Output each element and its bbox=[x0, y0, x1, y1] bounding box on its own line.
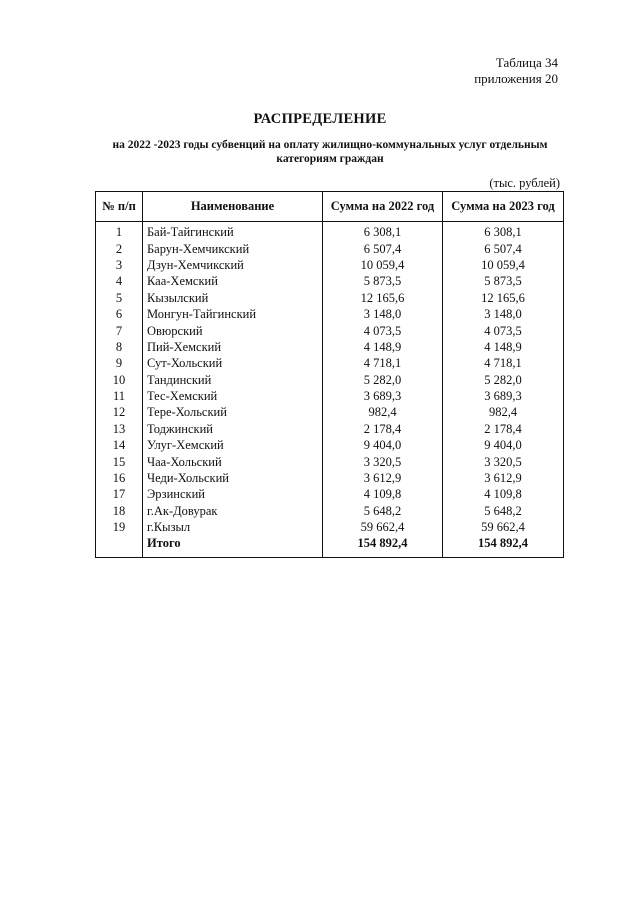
document-title: РАСПРЕДЕЛЕНИЕ bbox=[253, 111, 387, 127]
row-sum-2022: 4 073,5 bbox=[323, 322, 443, 338]
row-sum-2022: 9 404,0 bbox=[323, 437, 443, 453]
document-subtitle bbox=[95, 138, 565, 166]
row-number: 15 bbox=[96, 453, 143, 469]
row-name: Монгун-Тайгинский bbox=[143, 306, 323, 322]
header-number: № п/п bbox=[96, 192, 143, 222]
annex-reference bbox=[474, 55, 558, 87]
row-name: Эрзинский bbox=[143, 486, 323, 502]
row-sum-2022: 4 109,8 bbox=[323, 486, 443, 502]
table-body bbox=[96, 222, 564, 536]
total-sum-2022: 154 892,4 bbox=[323, 535, 443, 558]
row-sum-2022: 3 320,5 bbox=[323, 453, 443, 469]
row-sum-2022: 3 689,3 bbox=[323, 388, 443, 404]
table-row bbox=[96, 222, 564, 241]
row-name: Пий-Хемский bbox=[143, 339, 323, 355]
table-row bbox=[96, 306, 564, 322]
row-sum-2023: 4 073,5 bbox=[443, 322, 564, 338]
row-sum-2023: 59 662,4 bbox=[443, 519, 564, 535]
annex-appendix-number: приложения 20 bbox=[474, 71, 558, 86]
row-number: 17 bbox=[96, 486, 143, 502]
annex-table-number: Таблица 34 bbox=[495, 55, 558, 70]
table-row bbox=[96, 453, 564, 469]
row-sum-2022: 5 648,2 bbox=[323, 503, 443, 519]
row-number: 8 bbox=[96, 339, 143, 355]
row-sum-2023: 3 148,0 bbox=[443, 306, 564, 322]
table-row bbox=[96, 503, 564, 519]
row-number: 6 bbox=[96, 306, 143, 322]
row-sum-2023: 982,4 bbox=[443, 404, 564, 420]
row-sum-2022: 5 873,5 bbox=[323, 273, 443, 289]
row-number: 7 bbox=[96, 322, 143, 338]
row-sum-2022: 3 148,0 bbox=[323, 306, 443, 322]
table-row bbox=[96, 437, 564, 453]
table-row bbox=[96, 388, 564, 404]
row-number: 10 bbox=[96, 372, 143, 388]
table-row bbox=[96, 322, 564, 338]
row-name: Тандинский bbox=[143, 372, 323, 388]
row-name: Сут-Хольский bbox=[143, 355, 323, 371]
row-name: Дзун-Хемчикский bbox=[143, 257, 323, 273]
row-name: Кызылский bbox=[143, 290, 323, 306]
row-sum-2023: 4 718,1 bbox=[443, 355, 564, 371]
row-sum-2023: 5 873,5 bbox=[443, 273, 564, 289]
subtitle-line-2: категориям граждан bbox=[276, 153, 384, 165]
row-sum-2023: 3 612,9 bbox=[443, 470, 564, 486]
header-name: Наименование bbox=[143, 192, 323, 222]
row-sum-2022: 10 059,4 bbox=[323, 257, 443, 273]
distribution-table bbox=[95, 191, 564, 558]
row-number: 18 bbox=[96, 503, 143, 519]
row-sum-2022: 2 178,4 bbox=[323, 421, 443, 437]
row-sum-2023: 4 109,8 bbox=[443, 486, 564, 502]
row-sum-2022: 5 282,0 bbox=[323, 372, 443, 388]
row-sum-2023: 10 059,4 bbox=[443, 257, 564, 273]
row-sum-2022: 12 165,6 bbox=[323, 290, 443, 306]
row-name: Чаа-Хольский bbox=[143, 453, 323, 469]
subtitle-line-1: на 2022 -2023 годы субвенций на оплату жилищно-коммунальных услуг отдельным bbox=[112, 139, 548, 151]
table-row bbox=[96, 273, 564, 289]
header-sum-2022: Сумма на 2022 год bbox=[323, 192, 443, 222]
row-sum-2023: 12 165,6 bbox=[443, 290, 564, 306]
row-name: Каа-Хемский bbox=[143, 273, 323, 289]
row-number: 14 bbox=[96, 437, 143, 453]
table-row bbox=[96, 404, 564, 420]
table-row bbox=[96, 355, 564, 371]
table-header-row bbox=[96, 192, 564, 222]
row-name: Тере-Хольский bbox=[143, 404, 323, 420]
row-sum-2022: 982,4 bbox=[323, 404, 443, 420]
row-name: Улуг-Хемский bbox=[143, 437, 323, 453]
table-row bbox=[96, 339, 564, 355]
row-name: Барун-Хемчикский bbox=[143, 240, 323, 256]
row-number: 12 bbox=[96, 404, 143, 420]
units-note: (тыс. рублей) bbox=[489, 176, 560, 190]
row-sum-2022: 6 507,4 bbox=[323, 240, 443, 256]
table-row bbox=[96, 421, 564, 437]
row-sum-2023: 9 404,0 bbox=[443, 437, 564, 453]
total-number-cell bbox=[96, 535, 143, 558]
row-sum-2023: 3 689,3 bbox=[443, 388, 564, 404]
row-number: 2 bbox=[96, 240, 143, 256]
header-sum-2023: Сумма на 2023 год bbox=[443, 192, 564, 222]
row-name: Тоджинский bbox=[143, 421, 323, 437]
row-number: 1 bbox=[96, 222, 143, 241]
row-sum-2023: 6 507,4 bbox=[443, 240, 564, 256]
row-number: 13 bbox=[96, 421, 143, 437]
table-row bbox=[96, 240, 564, 256]
row-number: 9 bbox=[96, 355, 143, 371]
row-number: 19 bbox=[96, 519, 143, 535]
row-sum-2023: 5 282,0 bbox=[443, 372, 564, 388]
row-number: 16 bbox=[96, 470, 143, 486]
row-sum-2023: 3 320,5 bbox=[443, 453, 564, 469]
row-number: 4 bbox=[96, 273, 143, 289]
row-name: Овюрский bbox=[143, 322, 323, 338]
row-sum-2022: 4 148,9 bbox=[323, 339, 443, 355]
row-sum-2023: 5 648,2 bbox=[443, 503, 564, 519]
table-row bbox=[96, 257, 564, 273]
row-number: 5 bbox=[96, 290, 143, 306]
row-name: г.Кызыл bbox=[143, 519, 323, 535]
table-row bbox=[96, 486, 564, 502]
row-sum-2023: 6 308,1 bbox=[443, 222, 564, 241]
row-name: г.Ак-Довурак bbox=[143, 503, 323, 519]
row-sum-2022: 59 662,4 bbox=[323, 519, 443, 535]
row-sum-2023: 4 148,9 bbox=[443, 339, 564, 355]
row-name: Чеди-Хольский bbox=[143, 470, 323, 486]
table-row bbox=[96, 372, 564, 388]
row-sum-2022: 4 718,1 bbox=[323, 355, 443, 371]
row-number: 3 bbox=[96, 257, 143, 273]
row-sum-2023: 2 178,4 bbox=[443, 421, 564, 437]
total-sum-2023: 154 892,4 bbox=[443, 535, 564, 558]
row-number: 11 bbox=[96, 388, 143, 404]
row-sum-2022: 3 612,9 bbox=[323, 470, 443, 486]
table-row bbox=[96, 519, 564, 535]
table-row bbox=[96, 470, 564, 486]
total-label: Итого bbox=[143, 535, 323, 558]
row-name: Бай-Тайгинский bbox=[143, 222, 323, 241]
table-row bbox=[96, 290, 564, 306]
row-sum-2022: 6 308,1 bbox=[323, 222, 443, 241]
row-name: Тес-Хемский bbox=[143, 388, 323, 404]
total-row bbox=[96, 535, 564, 558]
